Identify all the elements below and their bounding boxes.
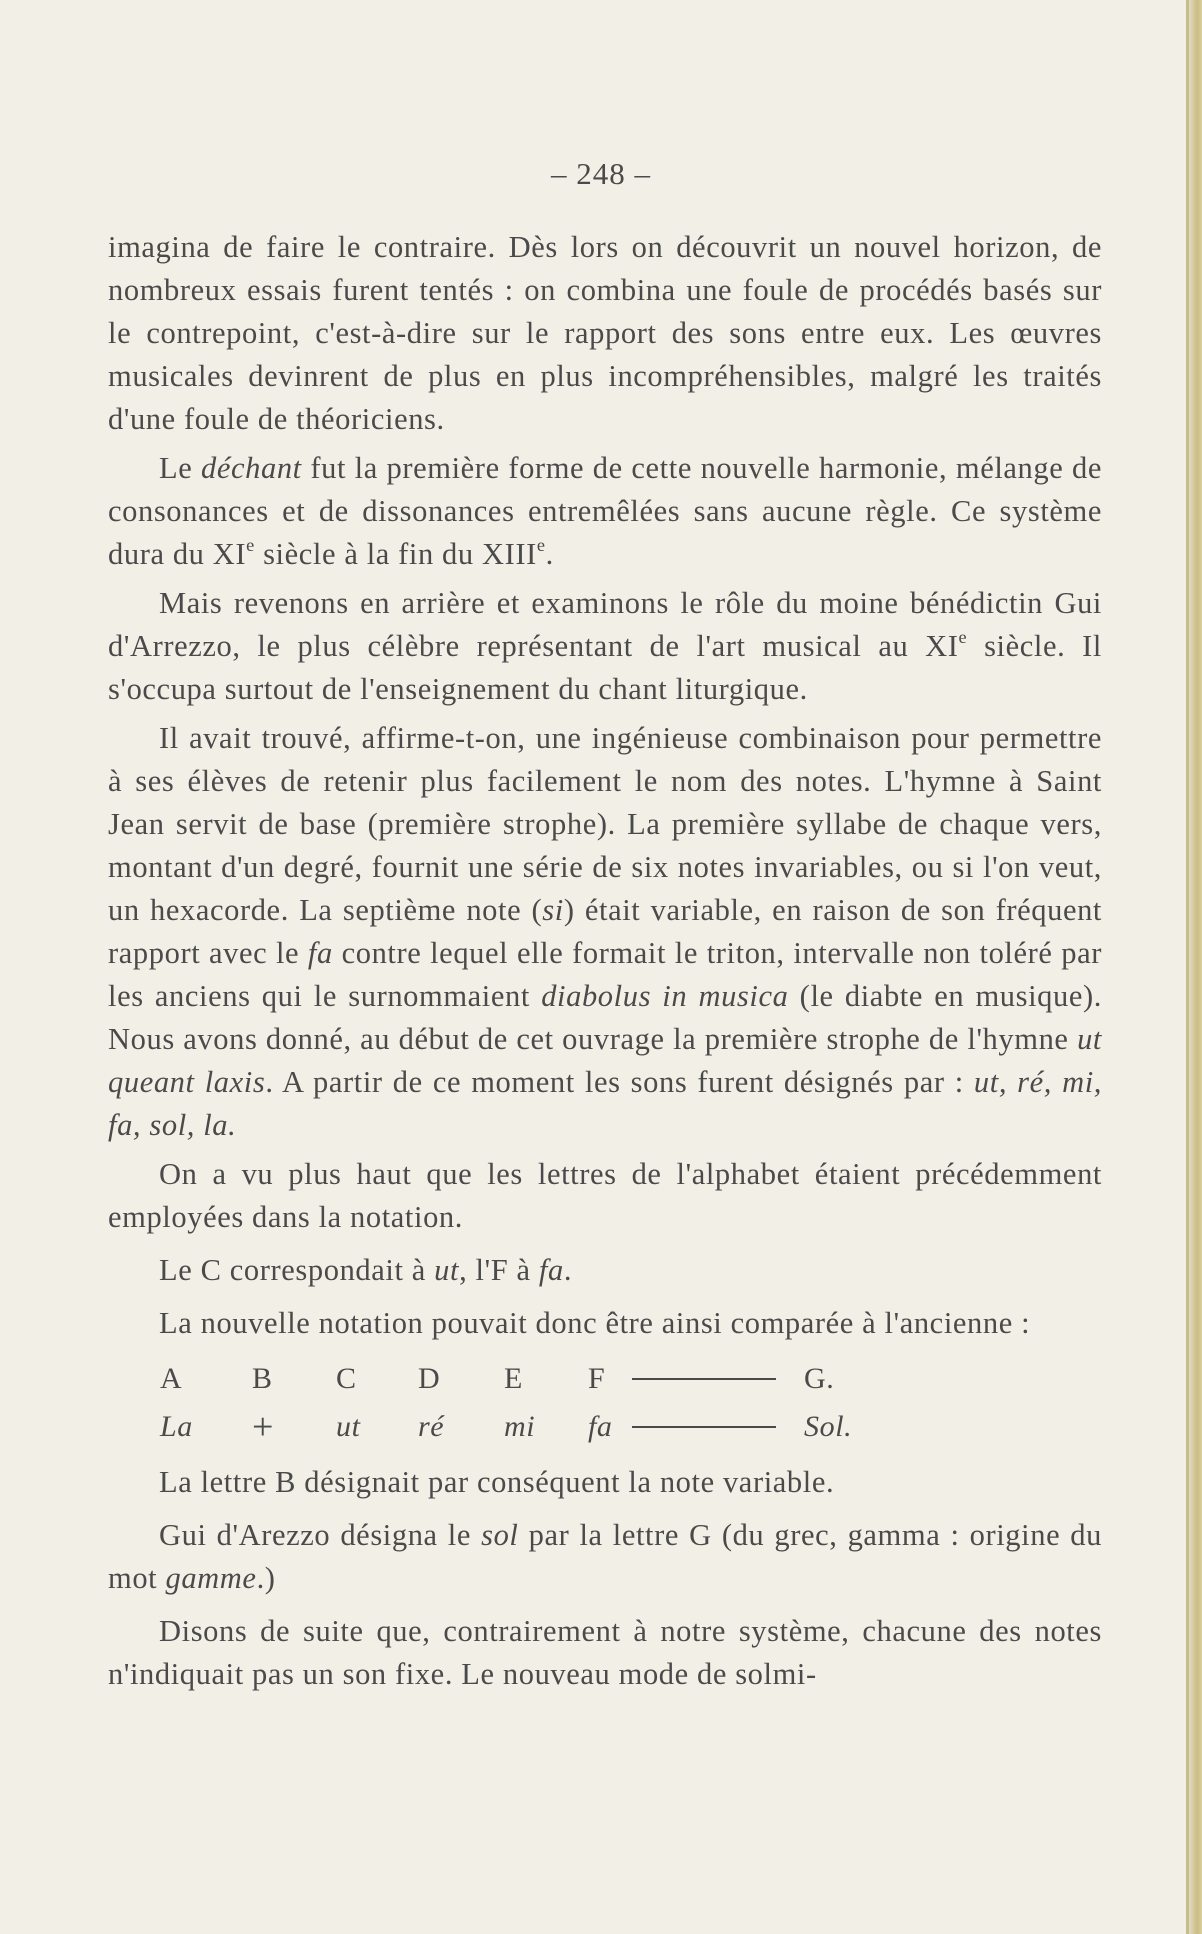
- text-segment: La lettre B désignait par conséquent la note variable.: [159, 1465, 835, 1499]
- syllable-cell: fa: [588, 1410, 613, 1443]
- italic-text: ut: [434, 1253, 460, 1287]
- text-segment: fut la première forme de cette nouvelle harmonie, mélange de consonances et de dissonances entremêlées sans aucune règle. Ce système dura du XI: [108, 451, 1102, 571]
- syllable-cell: ré: [418, 1410, 445, 1443]
- text-segment: Gui d'Arezzo désigna le: [159, 1518, 482, 1552]
- text-segment: .: [563, 1253, 573, 1287]
- syllable-cell: Sol.: [804, 1410, 853, 1443]
- syllable-cell: +: [252, 1406, 275, 1448]
- text-segment: siècle à la fin du XIII: [254, 537, 537, 571]
- italic-text: gamme: [165, 1561, 257, 1595]
- superscript-text: e: [958, 627, 968, 648]
- paragraph: [108, 1302, 1102, 1345]
- paragraph: [108, 1249, 1102, 1292]
- letter-cell: C: [336, 1362, 357, 1395]
- syllable-cell: ut: [336, 1410, 361, 1443]
- paragraph: [108, 582, 1102, 711]
- syllable-cell: mi: [504, 1410, 536, 1443]
- letter-cell: D: [418, 1362, 441, 1395]
- text-segment: contre lequel elle formait le triton, intervalle non toléré par les anciens qui le surnommaient: [108, 936, 1102, 1013]
- text-segment: Le: [159, 451, 201, 485]
- text-segment: Mais revenons en arrière et examinons le rôle du moine bénédictin Gui d'Arrezzo, le plus célèbre représentant de l'art musical au XI: [108, 586, 1102, 663]
- connector-line: [632, 1378, 776, 1380]
- page-number: – 248 –: [551, 156, 651, 191]
- text-segment: On a vu plus haut que les lettres de l'alphabet étaient précédemment employées dans la notation.: [108, 1157, 1102, 1234]
- letter-cell: G.: [804, 1362, 835, 1395]
- text-segment: Il avait trouvé, affirme-t-on, une ingénieuse combinaison pour permettre à ses élèves de retenir plus facilement le nom des notes. L'hymne à Saint Jean servit de base (première strophe). La première syllabe de chaque vers, montant d'un degré, fournit une série de six notes invariables, ou si l'on veut, un hexacorde. La septième note (: [108, 721, 1102, 927]
- page-edge: [1186, 0, 1202, 1934]
- paragraph: [108, 717, 1102, 1147]
- paragraph: [108, 1610, 1102, 1696]
- italic-text: diabolus in musica: [541, 979, 789, 1013]
- text-segment: .: [545, 537, 554, 571]
- paragraph: [108, 447, 1102, 576]
- text-segment: Le C correspondait à: [159, 1253, 435, 1287]
- italic-text: fa: [307, 936, 333, 970]
- letter-row: [160, 1355, 1102, 1403]
- text-segment: .): [256, 1561, 276, 1595]
- page-body: [108, 226, 1102, 1702]
- text-segment: imagina de faire le contraire. Dès lors on découvrit un nouvel horizon, de nombreux essais furent tentés : on combina une foule de procédés basés sur le contrepoint, c'est-à-dire sur le rapport des sons entre eux. Les œuvres musicales devinrent de plus en plus incompréhensibles, malgré les traités d'une foule de théoriciens.: [108, 230, 1102, 436]
- italic-text: sol: [481, 1518, 519, 1552]
- italic-text: ut, ré, mi, fa, sol, la.: [108, 1065, 1102, 1142]
- text-segment: La nouvelle notation pouvait donc être ainsi comparée à l'ancienne :: [159, 1306, 1031, 1340]
- paragraph: [108, 226, 1102, 441]
- letter-cell: A: [160, 1362, 183, 1395]
- paragraph: [108, 1461, 1102, 1504]
- italic-text: déchant: [201, 451, 302, 485]
- syllable-row: [160, 1403, 1102, 1451]
- text-segment: ) était variable, en raison de son fréquent rapport avec le: [108, 893, 1103, 970]
- superscript-text: e: [246, 535, 255, 556]
- text-segment: (le diabte en musique). Nous avons donné, au début de cet ouvrage la première strophe de l'hymne: [108, 979, 1102, 1056]
- notation-comparison: [160, 1355, 1102, 1451]
- text-segment: . A partir de ce moment les sons furent désignés par :: [265, 1065, 974, 1099]
- connector-line: [632, 1426, 776, 1428]
- italic-text: si: [542, 893, 564, 927]
- text-segment: par la lettre G (du grec, gamma : origine du mot: [108, 1518, 1102, 1595]
- italic-text: fa: [538, 1253, 564, 1287]
- letter-cell: F: [588, 1362, 606, 1395]
- paragraph: [108, 1153, 1102, 1239]
- superscript-text: e: [536, 535, 546, 556]
- letter-cell: E: [504, 1362, 523, 1395]
- text-segment: siècle. Il s'occupa surtout de l'enseignement du chant liturgique.: [108, 629, 1102, 706]
- text-segment: Disons de suite que, contrairement à notre système, chacune des notes n'indiquait pas un son fixe. Le nouveau mode de solmi-: [108, 1614, 1102, 1691]
- text-segment: , l'F à: [459, 1253, 539, 1287]
- italic-text: ut queant laxis: [108, 1022, 1102, 1099]
- letter-cell: B: [252, 1362, 273, 1395]
- syllable-cell: La: [160, 1410, 193, 1443]
- paragraph: [108, 1514, 1102, 1600]
